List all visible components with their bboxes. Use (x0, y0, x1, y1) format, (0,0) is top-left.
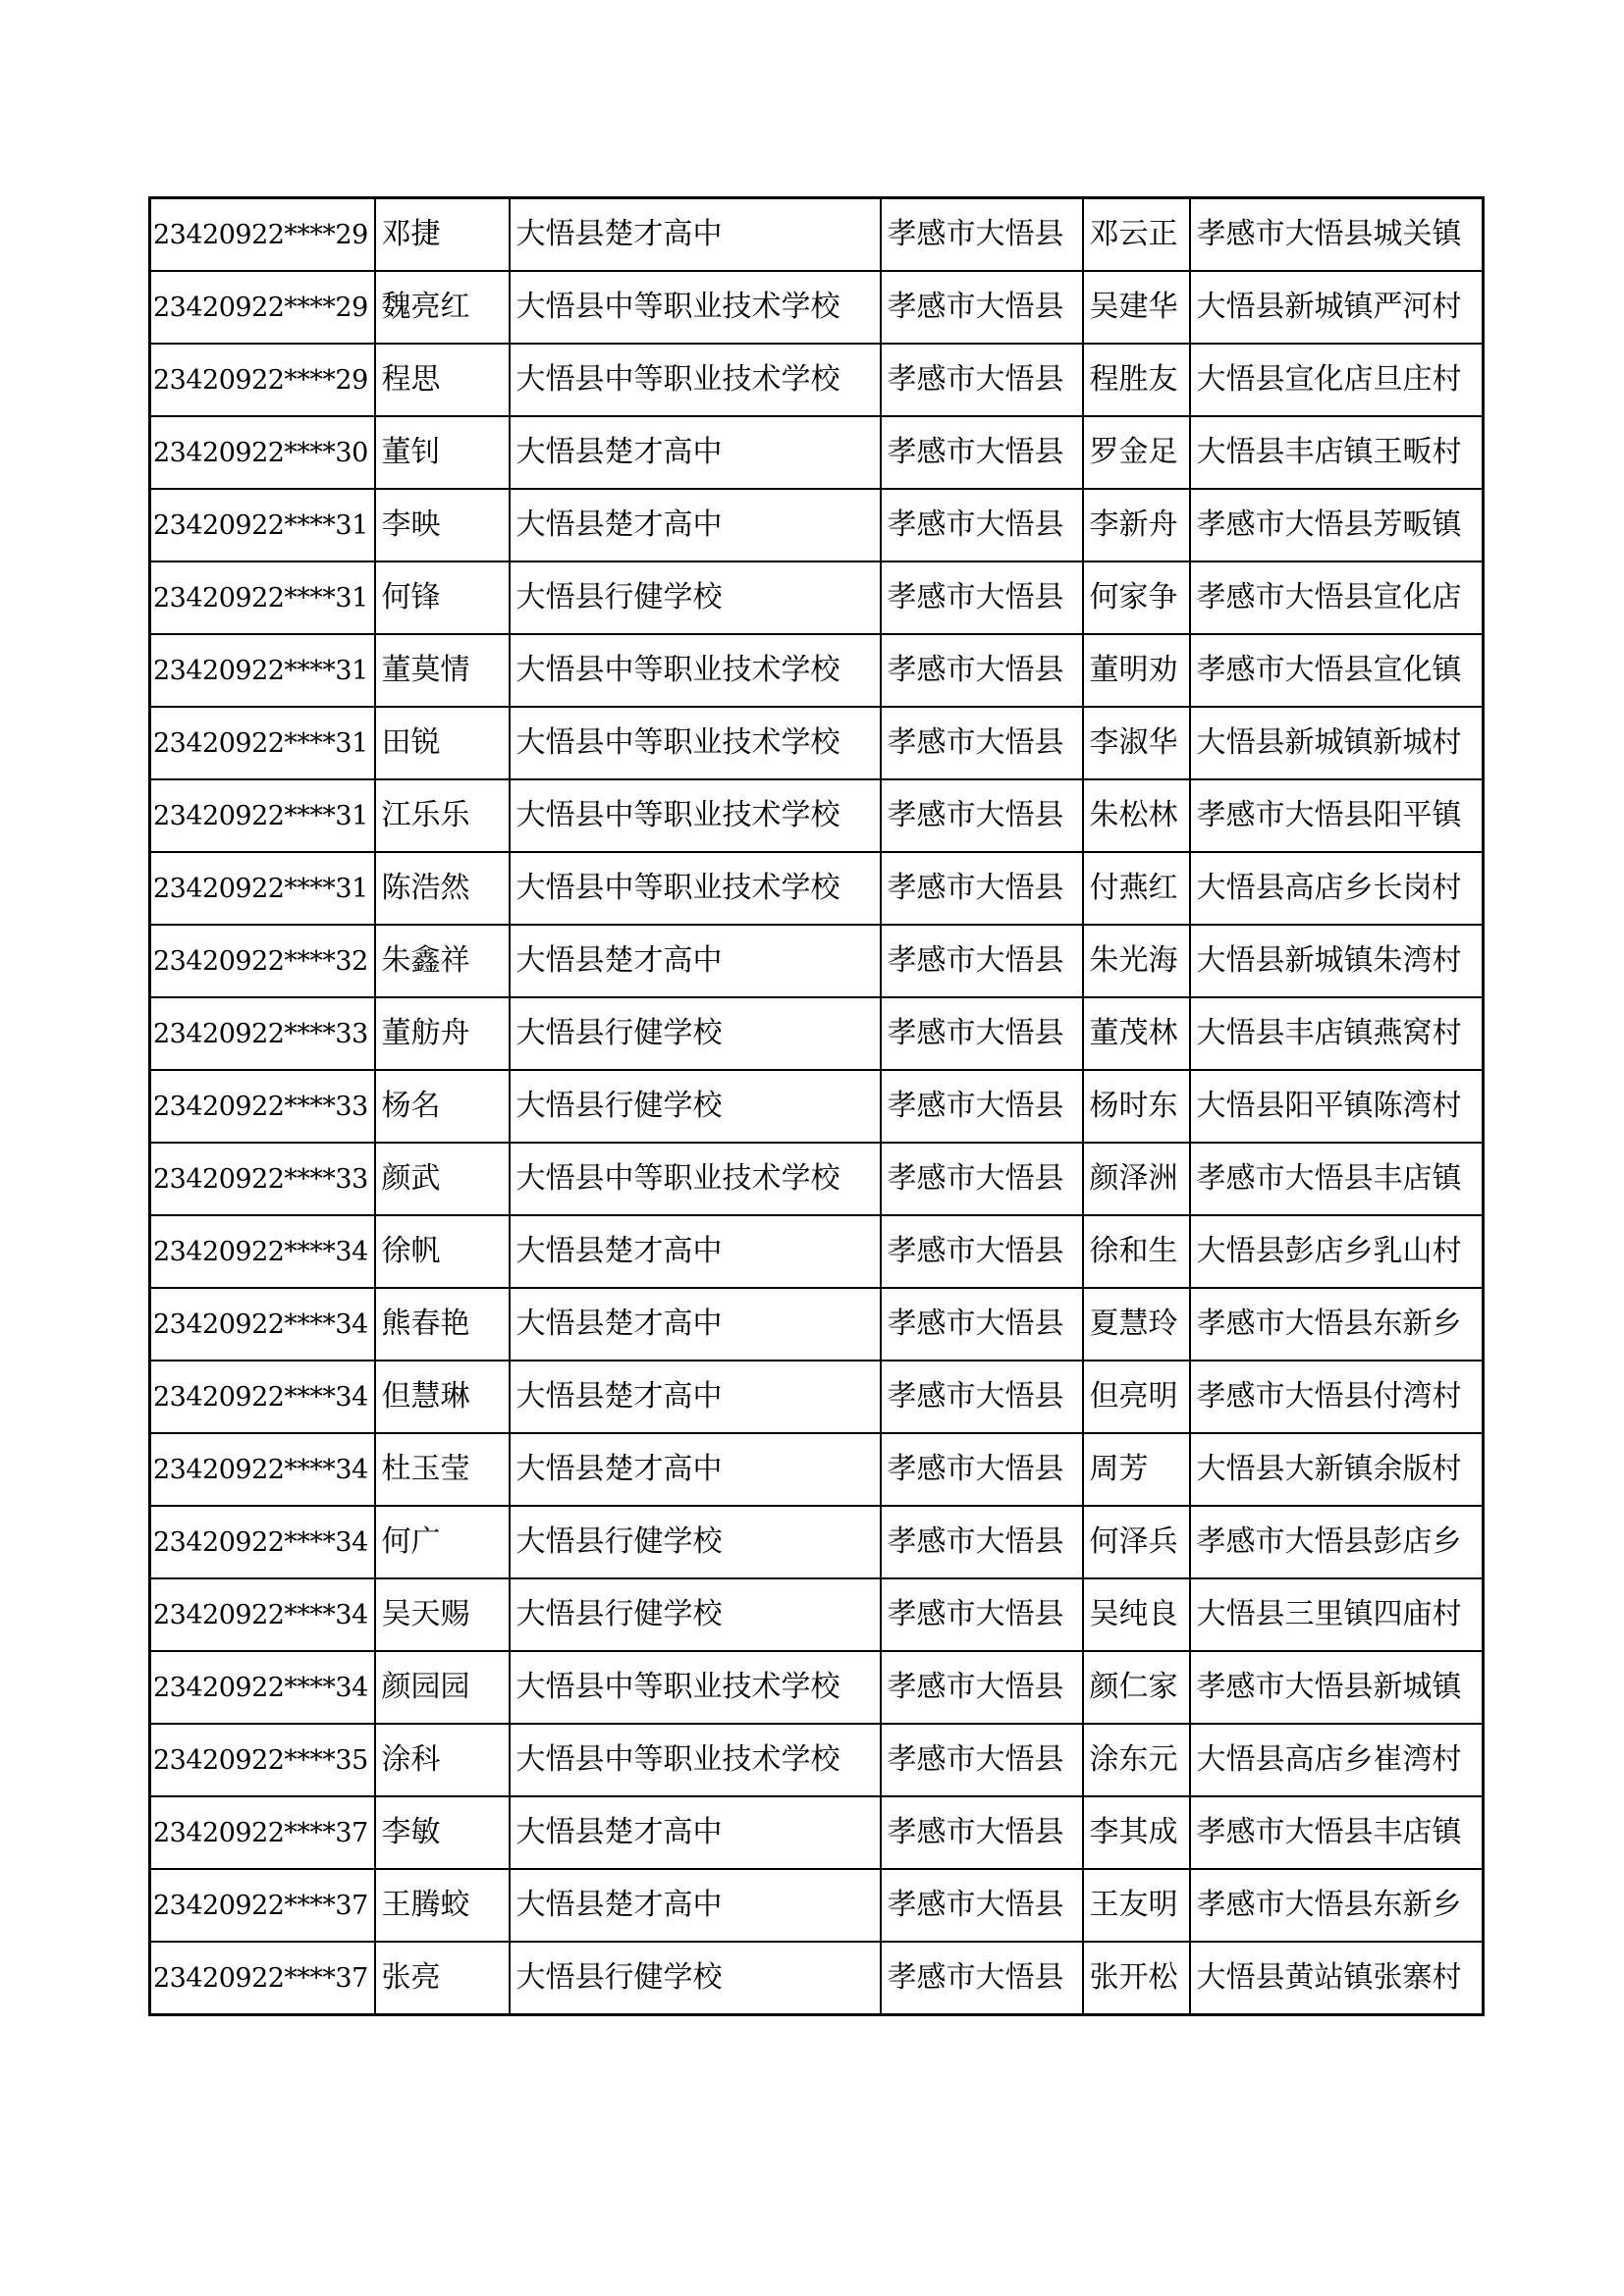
student-id-cell: 23420922****29 (150, 271, 375, 344)
guardian-name-cell: 涂东元 (1083, 1724, 1190, 1796)
table-row (150, 1433, 1484, 1506)
region-cell: 孝感市大悟县 (881, 1215, 1083, 1288)
table-row (150, 198, 1484, 272)
region-cell: 孝感市大悟县 (881, 198, 1083, 272)
school-cell: 大悟县中等职业技术学校 (510, 344, 881, 416)
region-cell: 孝感市大悟县 (881, 634, 1083, 707)
school-cell: 大悟县行健学校 (510, 1070, 881, 1143)
guardian-name-cell: 颜泽洲 (1083, 1143, 1190, 1215)
student-id-cell: 23420922****31 (150, 489, 375, 561)
guardian-name-cell: 朱光海 (1083, 925, 1190, 997)
address-cell: 大悟县阳平镇陈湾村 (1190, 1070, 1484, 1143)
address-cell: 大悟县高店乡崔湾村 (1190, 1724, 1484, 1796)
student-name-cell: 颜武 (375, 1143, 510, 1215)
guardian-name-cell: 张开松 (1083, 1942, 1190, 2015)
school-cell: 大悟县楚才高中 (510, 1433, 881, 1506)
table-row (150, 416, 1484, 489)
address-cell: 大悟县大新镇余版村 (1190, 1433, 1484, 1506)
school-cell: 大悟县楚才高中 (510, 1288, 881, 1361)
student-name-cell: 董舫舟 (375, 997, 510, 1070)
guardian-name-cell: 吴纯良 (1083, 1578, 1190, 1651)
table-row (150, 1215, 1484, 1288)
student-id-cell: 23420922****29 (150, 344, 375, 416)
table-row (150, 1651, 1484, 1724)
student-name-cell: 董莫情 (375, 634, 510, 707)
table-row (150, 779, 1484, 852)
table-row (150, 707, 1484, 779)
table-row (150, 271, 1484, 344)
school-cell: 大悟县中等职业技术学校 (510, 271, 881, 344)
school-cell: 大悟县楚才高中 (510, 198, 881, 272)
school-cell: 大悟县中等职业技术学校 (510, 1651, 881, 1724)
region-cell: 孝感市大悟县 (881, 1869, 1083, 1942)
guardian-name-cell: 杨时东 (1083, 1070, 1190, 1143)
table-row (150, 1869, 1484, 1942)
address-cell: 孝感市大悟县丰店镇 (1190, 1796, 1484, 1869)
student-id-cell: 23420922****33 (150, 1143, 375, 1215)
table-body (150, 198, 1484, 2015)
student-id-cell: 23420922****37 (150, 1796, 375, 1869)
address-cell: 大悟县丰店镇王畈村 (1190, 416, 1484, 489)
student-name-cell: 颜园园 (375, 1651, 510, 1724)
region-cell: 孝感市大悟县 (881, 707, 1083, 779)
student-id-cell: 23420922****35 (150, 1724, 375, 1796)
guardian-name-cell: 周芳 (1083, 1433, 1190, 1506)
guardian-name-cell: 何泽兵 (1083, 1506, 1190, 1578)
table-row (150, 1070, 1484, 1143)
address-cell: 大悟县高店乡长岗村 (1190, 852, 1484, 925)
student-name-cell: 熊春艳 (375, 1288, 510, 1361)
school-cell: 大悟县楚才高中 (510, 925, 881, 997)
guardian-name-cell: 董明劝 (1083, 634, 1190, 707)
student-id-cell: 23420922****34 (150, 1215, 375, 1288)
address-cell: 孝感市大悟县芳畈镇 (1190, 489, 1484, 561)
region-cell: 孝感市大悟县 (881, 1578, 1083, 1651)
school-cell: 大悟县中等职业技术学校 (510, 707, 881, 779)
student-name-cell: 杜玉莹 (375, 1433, 510, 1506)
address-cell: 孝感市大悟县新城镇 (1190, 1651, 1484, 1724)
student-name-cell: 徐帆 (375, 1215, 510, 1288)
address-cell: 孝感市大悟县丰店镇 (1190, 1143, 1484, 1215)
table-row (150, 1506, 1484, 1578)
address-cell: 大悟县新城镇严河村 (1190, 271, 1484, 344)
student-id-cell: 23420922****37 (150, 1869, 375, 1942)
school-cell: 大悟县中等职业技术学校 (510, 852, 881, 925)
school-cell: 大悟县楚才高中 (510, 489, 881, 561)
school-cell: 大悟县中等职业技术学校 (510, 1724, 881, 1796)
student-table (148, 196, 1485, 2016)
student-name-cell: 李映 (375, 489, 510, 561)
region-cell: 孝感市大悟县 (881, 925, 1083, 997)
student-name-cell: 何锋 (375, 561, 510, 634)
student-name-cell: 董钊 (375, 416, 510, 489)
school-cell: 大悟县行健学校 (510, 1578, 881, 1651)
address-cell: 孝感市大悟县城关镇 (1190, 198, 1484, 272)
table-row (150, 1361, 1484, 1433)
student-id-cell: 23420922****34 (150, 1288, 375, 1361)
region-cell: 孝感市大悟县 (881, 1651, 1083, 1724)
student-name-cell: 程思 (375, 344, 510, 416)
school-cell: 大悟县楚才高中 (510, 1796, 881, 1869)
student-name-cell: 杨名 (375, 1070, 510, 1143)
student-name-cell: 但慧琳 (375, 1361, 510, 1433)
guardian-name-cell: 夏慧玲 (1083, 1288, 1190, 1361)
school-cell: 大悟县楚才高中 (510, 1215, 881, 1288)
address-cell: 大悟县丰店镇燕窝村 (1190, 997, 1484, 1070)
region-cell: 孝感市大悟县 (881, 1724, 1083, 1796)
student-id-cell: 23420922****31 (150, 561, 375, 634)
school-cell: 大悟县楚才高中 (510, 1361, 881, 1433)
student-id-cell: 23420922****32 (150, 925, 375, 997)
region-cell: 孝感市大悟县 (881, 344, 1083, 416)
student-name-cell: 田锐 (375, 707, 510, 779)
address-cell: 大悟县新城镇朱湾村 (1190, 925, 1484, 997)
region-cell: 孝感市大悟县 (881, 416, 1083, 489)
school-cell: 大悟县行健学校 (510, 1506, 881, 1578)
student-name-cell: 朱鑫祥 (375, 925, 510, 997)
guardian-name-cell: 何家争 (1083, 561, 1190, 634)
guardian-name-cell: 程胜友 (1083, 344, 1190, 416)
region-cell: 孝感市大悟县 (881, 1433, 1083, 1506)
region-cell: 孝感市大悟县 (881, 271, 1083, 344)
student-id-cell: 23420922****31 (150, 634, 375, 707)
table-row (150, 1288, 1484, 1361)
student-name-cell: 张亮 (375, 1942, 510, 2015)
region-cell: 孝感市大悟县 (881, 1796, 1083, 1869)
school-cell: 大悟县中等职业技术学校 (510, 779, 881, 852)
address-cell: 大悟县宣化店旦庄村 (1190, 344, 1484, 416)
guardian-name-cell: 董茂林 (1083, 997, 1190, 1070)
region-cell: 孝感市大悟县 (881, 1288, 1083, 1361)
table-row (150, 997, 1484, 1070)
table-row (150, 1942, 1484, 2015)
student-id-cell: 23420922****34 (150, 1651, 375, 1724)
guardian-name-cell: 邓云正 (1083, 198, 1190, 272)
address-cell: 孝感市大悟县东新乡 (1190, 1869, 1484, 1942)
guardian-name-cell: 李新舟 (1083, 489, 1190, 561)
table-row (150, 344, 1484, 416)
student-id-cell: 23420922****31 (150, 707, 375, 779)
address-cell: 孝感市大悟县彭店乡 (1190, 1506, 1484, 1578)
school-cell: 大悟县楚才高中 (510, 1869, 881, 1942)
school-cell: 大悟县行健学校 (510, 561, 881, 634)
student-name-cell: 邓捷 (375, 198, 510, 272)
student-id-cell: 23420922****31 (150, 779, 375, 852)
student-name-cell: 李敏 (375, 1796, 510, 1869)
student-id-cell: 23420922****30 (150, 416, 375, 489)
student-name-cell: 江乐乐 (375, 779, 510, 852)
school-cell: 大悟县中等职业技术学校 (510, 634, 881, 707)
address-cell: 孝感市大悟县付湾村 (1190, 1361, 1484, 1433)
guardian-name-cell: 但亮明 (1083, 1361, 1190, 1433)
address-cell: 大悟县新城镇新城村 (1190, 707, 1484, 779)
region-cell: 孝感市大悟县 (881, 852, 1083, 925)
table-row (150, 852, 1484, 925)
address-cell: 大悟县三里镇四庙村 (1190, 1578, 1484, 1651)
guardian-name-cell: 李其成 (1083, 1796, 1190, 1869)
region-cell: 孝感市大悟县 (881, 1361, 1083, 1433)
region-cell: 孝感市大悟县 (881, 1143, 1083, 1215)
address-cell: 大悟县彭店乡乳山村 (1190, 1215, 1484, 1288)
table-row (150, 1143, 1484, 1215)
table-row (150, 1796, 1484, 1869)
region-cell: 孝感市大悟县 (881, 1942, 1083, 2015)
region-cell: 孝感市大悟县 (881, 489, 1083, 561)
table-row (150, 561, 1484, 634)
student-id-cell: 23420922****33 (150, 1070, 375, 1143)
school-cell: 大悟县行健学校 (510, 1942, 881, 2015)
student-name-cell: 王腾蛟 (375, 1869, 510, 1942)
student-id-cell: 23420922****34 (150, 1433, 375, 1506)
table-row (150, 1578, 1484, 1651)
region-cell: 孝感市大悟县 (881, 997, 1083, 1070)
table-row (150, 925, 1484, 997)
address-cell: 孝感市大悟县东新乡 (1190, 1288, 1484, 1361)
school-cell: 大悟县楚才高中 (510, 416, 881, 489)
student-id-cell: 23420922****37 (150, 1942, 375, 2015)
address-cell: 孝感市大悟县宣化店 (1190, 561, 1484, 634)
address-cell: 孝感市大悟县阳平镇 (1190, 779, 1484, 852)
student-name-cell: 魏亮红 (375, 271, 510, 344)
guardian-name-cell: 罗金足 (1083, 416, 1190, 489)
school-cell: 大悟县中等职业技术学校 (510, 1143, 881, 1215)
region-cell: 孝感市大悟县 (881, 1070, 1083, 1143)
student-id-cell: 23420922****34 (150, 1506, 375, 1578)
student-id-cell: 23420922****34 (150, 1578, 375, 1651)
student-name-cell: 何广 (375, 1506, 510, 1578)
guardian-name-cell: 李淑华 (1083, 707, 1190, 779)
student-name-cell: 陈浩然 (375, 852, 510, 925)
student-id-cell: 23420922****31 (150, 852, 375, 925)
guardian-name-cell: 朱松林 (1083, 779, 1190, 852)
region-cell: 孝感市大悟县 (881, 779, 1083, 852)
guardian-name-cell: 徐和生 (1083, 1215, 1190, 1288)
table-row (150, 489, 1484, 561)
guardian-name-cell: 吴建华 (1083, 271, 1190, 344)
guardian-name-cell: 颜仁家 (1083, 1651, 1190, 1724)
region-cell: 孝感市大悟县 (881, 561, 1083, 634)
student-id-cell: 23420922****34 (150, 1361, 375, 1433)
table-row (150, 1724, 1484, 1796)
student-id-cell: 23420922****33 (150, 997, 375, 1070)
student-id-cell: 23420922****29 (150, 198, 375, 272)
student-name-cell: 涂科 (375, 1724, 510, 1796)
region-cell: 孝感市大悟县 (881, 1506, 1083, 1578)
address-cell: 大悟县黄站镇张寨村 (1190, 1942, 1484, 2015)
school-cell: 大悟县行健学校 (510, 997, 881, 1070)
table-row (150, 634, 1484, 707)
address-cell: 孝感市大悟县宣化镇 (1190, 634, 1484, 707)
guardian-name-cell: 王友明 (1083, 1869, 1190, 1942)
student-name-cell: 吴天赐 (375, 1578, 510, 1651)
guardian-name-cell: 付燕红 (1083, 852, 1190, 925)
